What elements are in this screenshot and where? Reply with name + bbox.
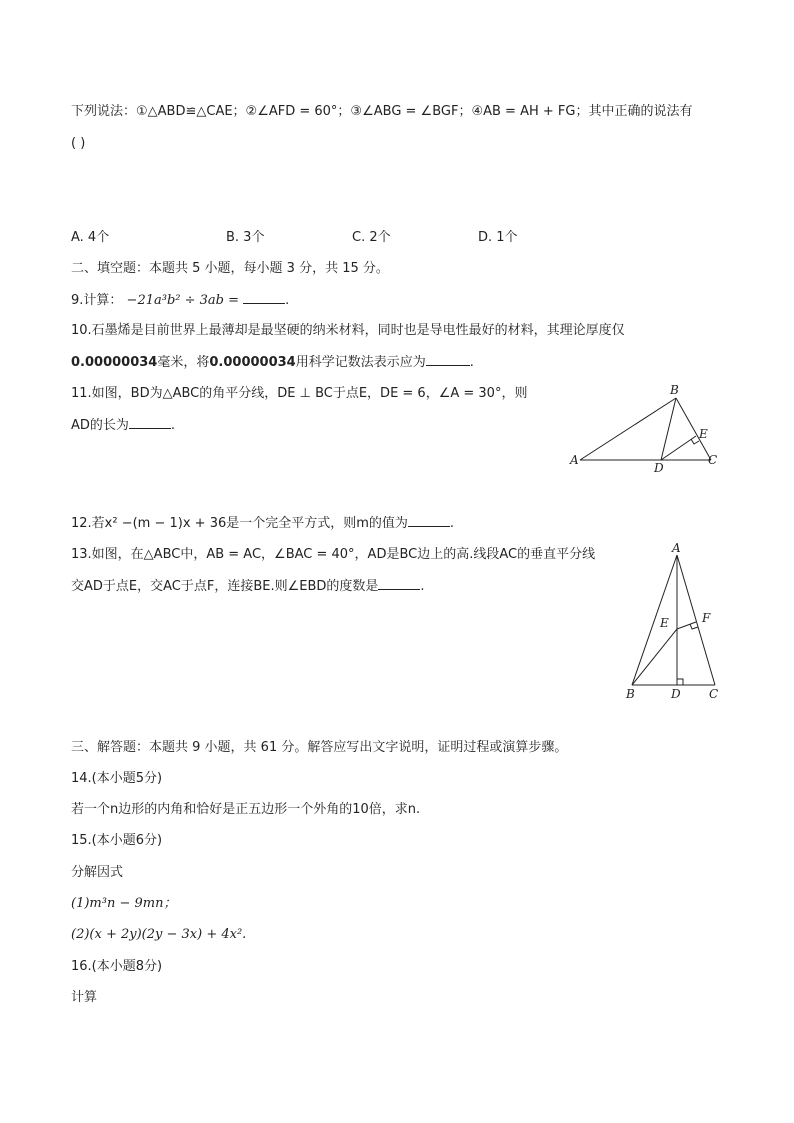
q13-text: 交AD于点E，交AC于点F，连接BE.则∠EBD的度数是 xyxy=(71,579,379,594)
q12-text: 12.若x² −(m − 1)x + 36是一个完全平方式，则m的值为 xyxy=(71,516,408,531)
question-9 xyxy=(71,291,289,310)
label-e: E xyxy=(660,616,669,630)
q11-text: AD的长为 xyxy=(71,418,129,433)
label-e: E xyxy=(699,427,708,441)
q13-line1: 13.如图，在△ABC中，AB = AC，∠BAC = 40°，AD是BC边上的高.线段AC的垂直平分线 xyxy=(71,547,596,562)
q15-part-2: (2)(x + 2y)(2y − 3x) + 4x². xyxy=(71,927,247,942)
q16-heading: 16.(本小题8分) xyxy=(71,959,163,974)
q10-number: 0.00000034 xyxy=(71,355,158,370)
q10-line1: 10.石墨烯是目前世界上最薄却是最坚硬的纳米材料，同时也是导电性最好的材料，其理论厚度仅 xyxy=(71,323,625,338)
label-a: A xyxy=(672,541,681,555)
q8-option-a: A. 4个 xyxy=(71,230,110,245)
q10-answer-blank xyxy=(426,353,470,366)
side-ab xyxy=(580,398,676,460)
q9-label: 9.计算： xyxy=(71,293,123,308)
q14-heading: 14.(本小题5分) xyxy=(71,771,163,786)
q11-line1: 11.如图，BD为△ABC的角平分线，DE ⊥ BC于点E，DE = 6，∠A = 30°，则 xyxy=(71,386,528,401)
q8-statements: 下列说法：①△ABD≌△CAE；②∠AFD = 60°；③∠ABG = ∠BGF；④AB = AH + FG；其中正确的说法有 xyxy=(71,104,693,119)
q16-instruction: 计算 xyxy=(71,990,98,1005)
label-c: C xyxy=(709,687,719,701)
label-f: F xyxy=(702,611,711,625)
perpendicular-bisector-ef xyxy=(677,622,696,629)
side-ab xyxy=(632,555,677,685)
label-d: D xyxy=(671,687,681,701)
q10-number-2: 0.00000034 xyxy=(209,355,296,370)
q11-end: . xyxy=(170,418,176,433)
q15-heading: 15.(本小题6分) xyxy=(71,833,163,848)
q11-line2 xyxy=(71,416,175,435)
q9-expression: −21a³b² ÷ 3ab = xyxy=(126,293,240,308)
q12-answer-blank xyxy=(408,514,450,527)
q10-text-b: 用科学记数法表示应为 xyxy=(295,355,426,370)
section-3-heading: 三、解答题：本题共 9 小题，共 61 分。解答应写出文字说明，证明过程或演算步骤。 xyxy=(71,740,568,755)
label-d: D xyxy=(654,461,664,475)
label-a: A xyxy=(570,453,579,467)
question-12 xyxy=(71,514,454,533)
q14-text: 若一个n边形的内角和恰好是正五边形一个外角的10倍，求n. xyxy=(71,802,421,817)
q9-end: . xyxy=(285,293,290,308)
q11-answer-blank xyxy=(129,416,171,429)
q12-end: . xyxy=(449,516,455,531)
label-b: B xyxy=(626,687,635,701)
right-angle-mark-f xyxy=(690,624,698,629)
q8-option-c: C. 2个 xyxy=(352,230,391,245)
q8-option-d: D. 1个 xyxy=(478,230,518,245)
q11-triangle-figure xyxy=(560,380,730,480)
q10-line2 xyxy=(71,353,474,372)
q10-text-a: 毫米，将 xyxy=(157,355,210,370)
label-b: B xyxy=(670,383,679,397)
q9-answer-blank xyxy=(243,291,285,304)
q13-line2 xyxy=(71,577,425,596)
q13-answer-blank xyxy=(378,577,420,590)
q13-isosceles-figure xyxy=(620,540,730,705)
right-angle-mark xyxy=(691,439,699,444)
segment-be xyxy=(632,629,677,685)
q15-instruction: 分解因式 xyxy=(71,865,124,880)
q15-part-1: (1)m³n − 9mn； xyxy=(71,896,177,911)
q13-end: . xyxy=(420,579,425,594)
right-angle-mark-d xyxy=(677,679,683,685)
section-2-heading: 二、填空题：本题共 5 小题，每小题 3 分，共 15 分。 xyxy=(71,261,389,276)
q10-end: . xyxy=(469,355,474,370)
q8-option-b: B. 3个 xyxy=(226,230,265,245)
label-c: C xyxy=(708,453,718,467)
q8-answer-paren: ( ) xyxy=(71,136,86,151)
